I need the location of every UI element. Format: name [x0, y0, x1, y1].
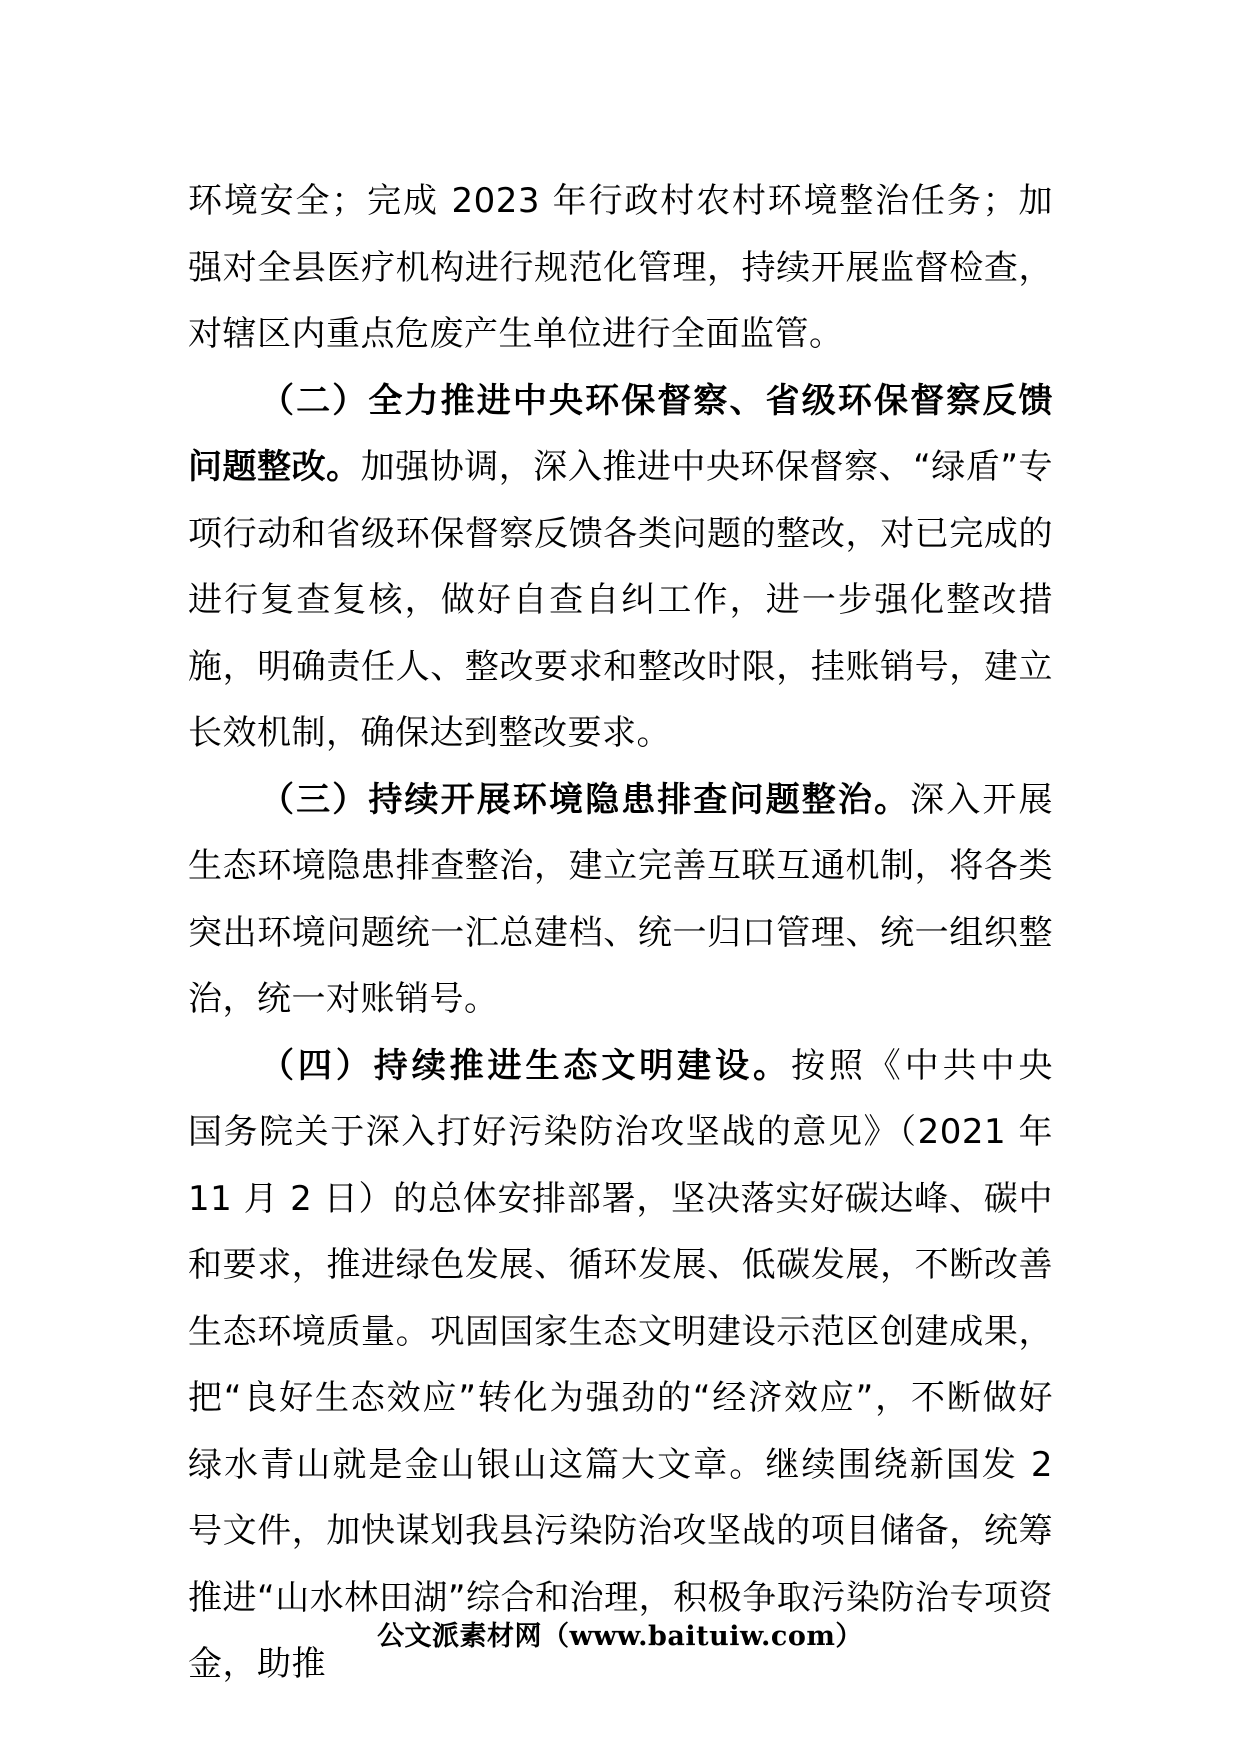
section-heading: （三）持续开展环境隐患排查问题整治。 — [260, 779, 911, 820]
paragraph-section-4 — [188, 1033, 1088, 1698]
paragraph-section-3 — [188, 767, 1053, 1033]
paragraph-text: 深入开展生态环境隐患排查整治，建立完善互联互通机制，将各类突出环境问题统一汇总建档、统一归口管理、统一组织整治，统一对账销号。 — [188, 779, 1054, 1019]
section-heading: （二）全力推进中央环保督察、省级环保督察反馈问题整改。 — [188, 380, 1053, 487]
paragraph-text: 加强协调，深入推进中央环保督察、“绿盾”专项行动和省级环保督察反馈各类问题的整改，对已完成的进行复查复核，做好自查自纠工作，进一步强化整改措施，明确责任人、整改要求和整改时限，挂账销号，建立长效机制，确保达到整改要求。 — [188, 447, 1053, 753]
document-body — [188, 168, 1088, 1698]
paragraph-text: 按照《中共中央 国务院关于深入打好污染防治攻坚战的意见》（2021 年 11 月 2 日）的总体安排部署，坚决落实好碳达峰、碳中和要求，推进绿色发展、循环发展、低碳发展，不断改善生态环境质量。巩固国家生态文明建设示范区创建成果，把“良好生态效应”转化为强劲的“经济效应”，不断做好绿水青山就是金山银山这篇大文章。继续围绕新国发 2 号文件，加快谋划我县污染防治攻坚战的项目储备，统筹推进“山水林田湖”综合和治理，积极争取污染防治专项资金，助推 — [188, 1045, 1088, 1684]
paragraph-text: 环境安全；完成 2023 年行政村农村环境整治任务；加强对全县医疗机构进行规范化管理，持续开展监督检查，对辖区内重点危废产生单位进行全面监管。 — [188, 181, 1053, 354]
paragraph-section-2 — [188, 368, 1053, 767]
page-footer: 公文派素材网（www.baituiw.com） — [377, 1621, 863, 1652]
paragraph-continued — [188, 168, 1053, 368]
section-heading: （四）持续推进生态文明建设。 — [260, 1045, 791, 1086]
